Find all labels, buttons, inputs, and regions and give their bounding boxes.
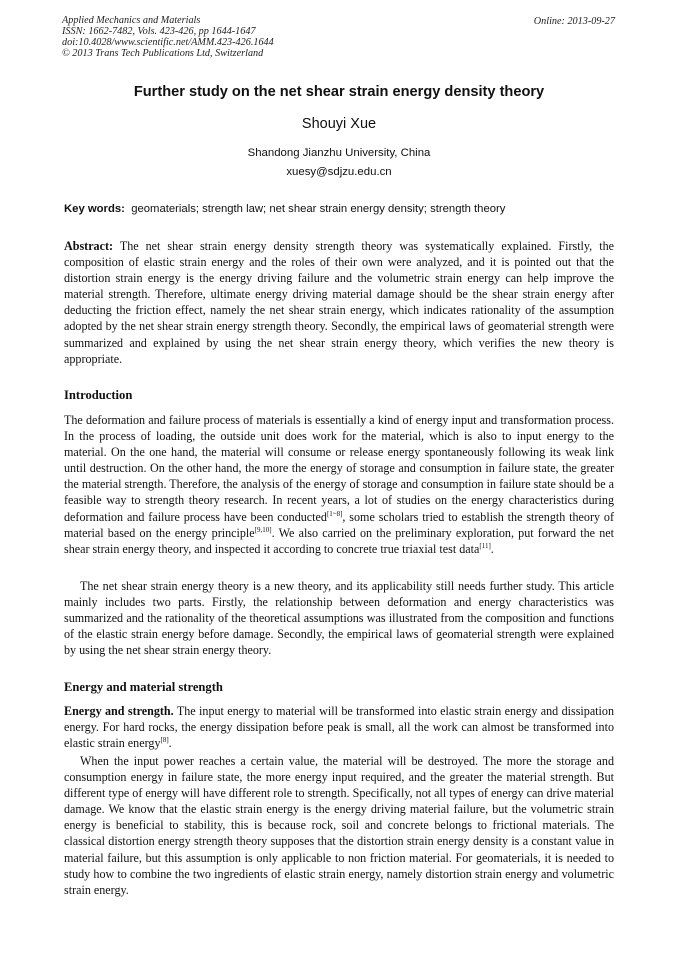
keywords-text: geomaterials; strength law; net shear strain energy density; strength theory xyxy=(131,203,506,215)
energy-strength-paragraph-1 xyxy=(64,703,614,751)
author-email[interactable]: xuesy@sdjzu.edu.cn xyxy=(286,166,392,178)
citation-11[interactable]: [11] xyxy=(479,541,491,550)
citation-8[interactable]: [8] xyxy=(160,736,169,745)
citation-9-10[interactable]: [9,10] xyxy=(254,525,272,534)
intro-p1-text-d: . xyxy=(490,541,494,556)
intro-p1-text-a: The deformation and failure process of materials is essentially a kind of energy input and transformation process. In the process of loading, the outside unit does work for the material, which is also to input energy to the material. On the one hand, the material will consume or release energy spontaneously following its weak link until destruction. On the other hand, the more the energy of storage and consumption in failure state, the greater the material strength. Therefore, the analysis of the energy of storage and consumption in failure state should be a feasible way to strength theory research. In recent years, a lot of studies on the energy characteristics during deformation and failure process have been conducted xyxy=(64,413,614,524)
abstract-text: The net shear strain energy density strength theory was systematically explained. Firstly, the composition of elastic strain energy and the roles of their own were analyzed, and it is pointed out that the distortion strain energy is the energy driving failure and the volumetric strain energy can help improve the material strength. Therefore, ultimate energy driving material damage should be the shear strain energy after deducting the friction effect, namely the net shear strain energy, which indicates rationality of the assumption adopted by the net shear strain energy strength theory. Secondly, the empirical laws of geomaterial strength were summarized and explained by using the net shear strain energy theory, which verifies the new theory is appropriate. xyxy=(64,239,614,366)
intro-p1-text-b: , some scholars tried to establish the strength theory of material based on the energy principle xyxy=(64,509,614,540)
copyright-line: © 2013 Trans Tech Publications Ltd, Switzerland xyxy=(62,48,264,59)
energy-p1-text-b: . xyxy=(168,736,172,751)
energy-section-heading: Energy and material strength xyxy=(64,680,223,694)
paper-title: Further study on the net shear strain energy density theory xyxy=(133,84,545,100)
citation-1-8[interactable]: [1~8] xyxy=(326,509,343,518)
doi-line: doi:10.4028/www.scientific.net/AMM.423-426.1644 xyxy=(62,37,274,48)
keywords-label: Key words: xyxy=(64,203,125,215)
paper-author: Shouyi Xue xyxy=(301,116,377,132)
introduction-paragraph-1 xyxy=(64,412,614,557)
abstract-label: Abstract: xyxy=(64,239,114,253)
keywords xyxy=(64,203,624,215)
issn-line: ISSN: 1662-7482, Vols. 423-426, pp 1644-1647 xyxy=(62,26,256,37)
abstract xyxy=(64,238,614,367)
journal-name: Applied Mechanics and Materials xyxy=(62,15,201,26)
energy-strength-label: Energy and strength. xyxy=(64,704,174,718)
energy-p1-text-a: The input energy to material will be transformed into elastic strain energy and dissipation energy. For hard rocks, the energy dissipation before peak is small, all the work can almost be transformed into elastic strain energy xyxy=(64,704,614,751)
introduction-paragraph-2: The net shear strain energy theory is a new theory, and its applicability still needs further study. This article mainly includes two parts. Firstly, the relationship between deformation and energy characteristics was summarized and the rationality of the theoretical assumptions was illustrated from the composition and functions of the elastic strain energy before damage. Secondly, the empirical laws of geomaterial strength were explained by using the net shear strain energy theory. xyxy=(64,579,614,658)
introduction-heading: Introduction xyxy=(64,388,133,402)
author-affiliation: Shandong Jianzhu University, China xyxy=(247,147,431,159)
online-date: Online: 2013-09-27 xyxy=(533,16,615,27)
intro-p1-text-c: . We also carried on the preliminary exploration, put forward the net shear strain energy theory, and inspected it according to concrete true triaxial test data xyxy=(64,525,615,556)
energy-strength-paragraph-2: When the input power reaches a certain value, the material will be destroyed. The more the storage and consumption energy in failure state, the more energy input required, and the greater the material strength. But different type of energy will have different role to strength. Specifically, not all types of energy can drive material damage. We know that the elastic strain energy is the energy driving material failure, but the volumetric strain energy is beneficial to stability, this is because rock, soil and concrete belongs to frictional materials. The classical distortion energy strength theory supposes that the distortion strain energy density is a constant value in material failure, but this assumption is only applicable to non friction material. For geomaterials, it is needed to study how to combine the two ingredients of elastic strain energy, namely distortion strain energy and volumetric strain energy. xyxy=(64,754,614,897)
